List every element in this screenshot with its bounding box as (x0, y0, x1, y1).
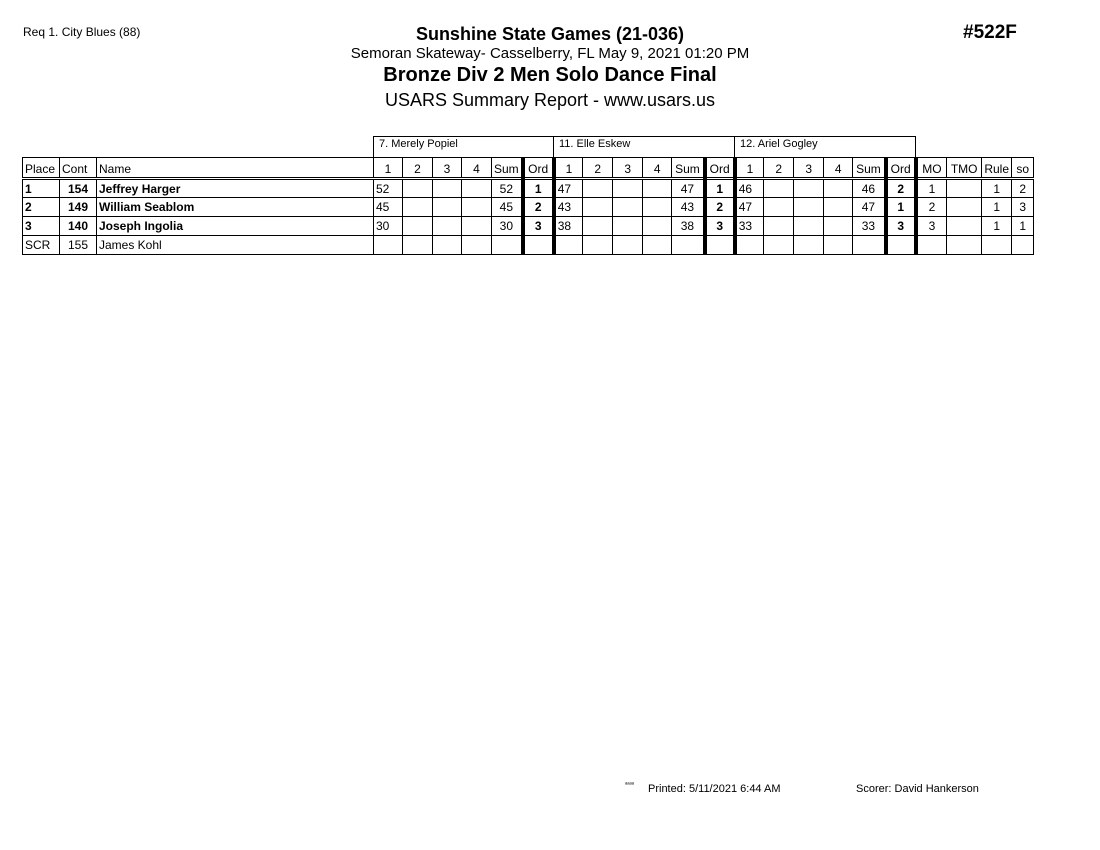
place-cell: 3 (23, 217, 60, 236)
sum-cell (492, 236, 523, 255)
col-header-score-1: 1 (735, 158, 764, 179)
ordinal-cell: 3 (705, 217, 735, 236)
score-cell (433, 179, 462, 198)
score-cell (613, 236, 643, 255)
score-cell (403, 179, 433, 198)
venue-date: Semoran Skateway- Casselberry, FL May 9, 2021 01:20 PM (350, 45, 750, 62)
place-cell: 1 (23, 179, 60, 198)
so-cell: 1 (1012, 217, 1034, 236)
score-cell (643, 179, 672, 198)
ordinal-cell: 1 (523, 179, 554, 198)
table-row (23, 198, 1034, 217)
tmo-cell (947, 236, 982, 255)
so-cell: 2 (1012, 179, 1034, 198)
col-header-score-1: 1 (554, 158, 583, 179)
col-header-score-4: 4 (462, 158, 492, 179)
place-cell: 2 (23, 198, 60, 217)
name-cell: Jeffrey Harger (97, 179, 374, 198)
sum-cell: 30 (492, 217, 523, 236)
score-cell: 43 (554, 198, 583, 217)
ordinal-cell (886, 236, 916, 255)
col-header-score-4: 4 (643, 158, 672, 179)
col-header-sum: Sum (853, 158, 886, 179)
scorer-name: Scorer: David Hankerson (856, 783, 979, 795)
footer-mark: ᵃᵃᵃᵃ (625, 782, 634, 788)
score-cell (824, 179, 853, 198)
col-header-tmo: TMO (947, 158, 982, 179)
judge-header-2: 11. Elle Eskew (553, 136, 735, 157)
place-cell: SCR (23, 236, 60, 255)
score-cell (764, 236, 794, 255)
mo-cell: 1 (916, 179, 947, 198)
score-cell: 47 (735, 198, 764, 217)
score-cell (462, 217, 492, 236)
cont-cell: 154 (60, 179, 97, 198)
score-cell (403, 198, 433, 217)
score-cell: 46 (735, 179, 764, 198)
rule-cell: 1 (982, 198, 1012, 217)
score-cell (433, 198, 462, 217)
score-cell (462, 236, 492, 255)
col-header-sum: Sum (492, 158, 523, 179)
ordinal-cell: 3 (523, 217, 554, 236)
sum-cell: 38 (672, 217, 705, 236)
col-header-score-2: 2 (583, 158, 613, 179)
sum-cell (672, 236, 705, 255)
tmo-cell (947, 179, 982, 198)
report-title: USARS Summary Report - www.usars.us (384, 90, 716, 110)
score-cell: 30 (374, 217, 403, 236)
score-cell (643, 217, 672, 236)
event-number: #522F (963, 22, 1017, 43)
table-row (23, 179, 1034, 198)
score-cell (583, 179, 613, 198)
score-cell (374, 236, 403, 255)
score-cell (794, 179, 824, 198)
header-row (23, 158, 1034, 179)
score-cell (824, 217, 853, 236)
score-cell: 45 (374, 198, 403, 217)
score-cell (433, 236, 462, 255)
col-header-score-4: 4 (824, 158, 853, 179)
score-cell (794, 217, 824, 236)
table-row (23, 236, 1034, 255)
score-cell (764, 198, 794, 217)
mo-cell (916, 236, 947, 255)
score-cell: 47 (554, 179, 583, 198)
sum-cell: 47 (853, 198, 886, 217)
sum-cell: 45 (492, 198, 523, 217)
col-header-score-3: 3 (613, 158, 643, 179)
col-header-ord: Ord (705, 158, 735, 179)
col-header-ord: Ord (886, 158, 916, 179)
ordinal-cell: 2 (523, 198, 554, 217)
col-header-ord: Ord (523, 158, 554, 179)
score-cell: 33 (735, 217, 764, 236)
ordinal-cell: 3 (886, 217, 916, 236)
score-cell (583, 198, 613, 217)
sum-cell: 33 (853, 217, 886, 236)
cont-cell: 155 (60, 236, 97, 255)
ordinal-cell: 1 (705, 179, 735, 198)
cont-cell: 149 (60, 198, 97, 217)
mo-cell: 3 (916, 217, 947, 236)
score-cell (643, 236, 672, 255)
score-cell (613, 217, 643, 236)
mo-cell: 2 (916, 198, 947, 217)
tmo-cell (947, 198, 982, 217)
score-cell (403, 236, 433, 255)
rule-cell (982, 236, 1012, 255)
ordinal-cell: 2 (705, 198, 735, 217)
col-header-rule: Rule (982, 158, 1012, 179)
event-name: Bronze Div 2 Men Solo Dance Final (383, 64, 717, 86)
score-cell (764, 179, 794, 198)
col-header-score-1: 1 (374, 158, 403, 179)
score-cell (794, 236, 824, 255)
name-cell: Joseph Ingolia (97, 217, 374, 236)
score-cell (403, 217, 433, 236)
rule-cell: 1 (982, 179, 1012, 198)
rule-cell: 1 (982, 217, 1012, 236)
ordinal-cell: 2 (886, 179, 916, 198)
score-cell (433, 217, 462, 236)
results-table (22, 157, 1034, 255)
tmo-cell (947, 217, 982, 236)
sum-cell: 43 (672, 198, 705, 217)
ordinal-cell (523, 236, 554, 255)
score-cell (583, 217, 613, 236)
sum-cell: 52 (492, 179, 523, 198)
score-cell: 38 (554, 217, 583, 236)
score-cell (554, 236, 583, 255)
score-cell (764, 217, 794, 236)
col-header-score-3: 3 (794, 158, 824, 179)
col-header-so: so (1012, 158, 1034, 179)
ordinal-cell (705, 236, 735, 255)
score-cell (583, 236, 613, 255)
score-cell (794, 198, 824, 217)
judge-header-1: 7. Merely Popiel (373, 136, 554, 157)
name-cell: William Seablom (97, 198, 374, 217)
cont-cell: 140 (60, 217, 97, 236)
score-cell (824, 236, 853, 255)
sum-cell (853, 236, 886, 255)
score-cell (824, 198, 853, 217)
sum-cell: 46 (853, 179, 886, 198)
col-header-score-2: 2 (764, 158, 794, 179)
judge-header-3: 12. Ariel Gogley (734, 136, 916, 157)
name-cell: James Kohl (97, 236, 374, 255)
col-header-name: Name (97, 158, 374, 179)
competition-title: Sunshine State Games (21-036) (415, 24, 685, 44)
score-cell (613, 179, 643, 198)
sum-cell: 47 (672, 179, 705, 198)
so-cell: 3 (1012, 198, 1034, 217)
request-info: Req 1. City Blues (88) (23, 25, 141, 39)
printed-timestamp: Printed: 5/11/2021 6:44 AM (648, 783, 781, 795)
table-row (23, 217, 1034, 236)
col-header-mo: MO (916, 158, 947, 179)
col-header-cont: Cont (60, 158, 97, 179)
col-header-sum: Sum (672, 158, 705, 179)
so-cell (1012, 236, 1034, 255)
score-cell (613, 198, 643, 217)
score-cell: 52 (374, 179, 403, 198)
score-cell (462, 179, 492, 198)
col-header-score-3: 3 (433, 158, 462, 179)
col-header-place: Place (23, 158, 60, 179)
score-cell (735, 236, 764, 255)
ordinal-cell: 1 (886, 198, 916, 217)
score-cell (462, 198, 492, 217)
score-cell (643, 198, 672, 217)
col-header-score-2: 2 (403, 158, 433, 179)
